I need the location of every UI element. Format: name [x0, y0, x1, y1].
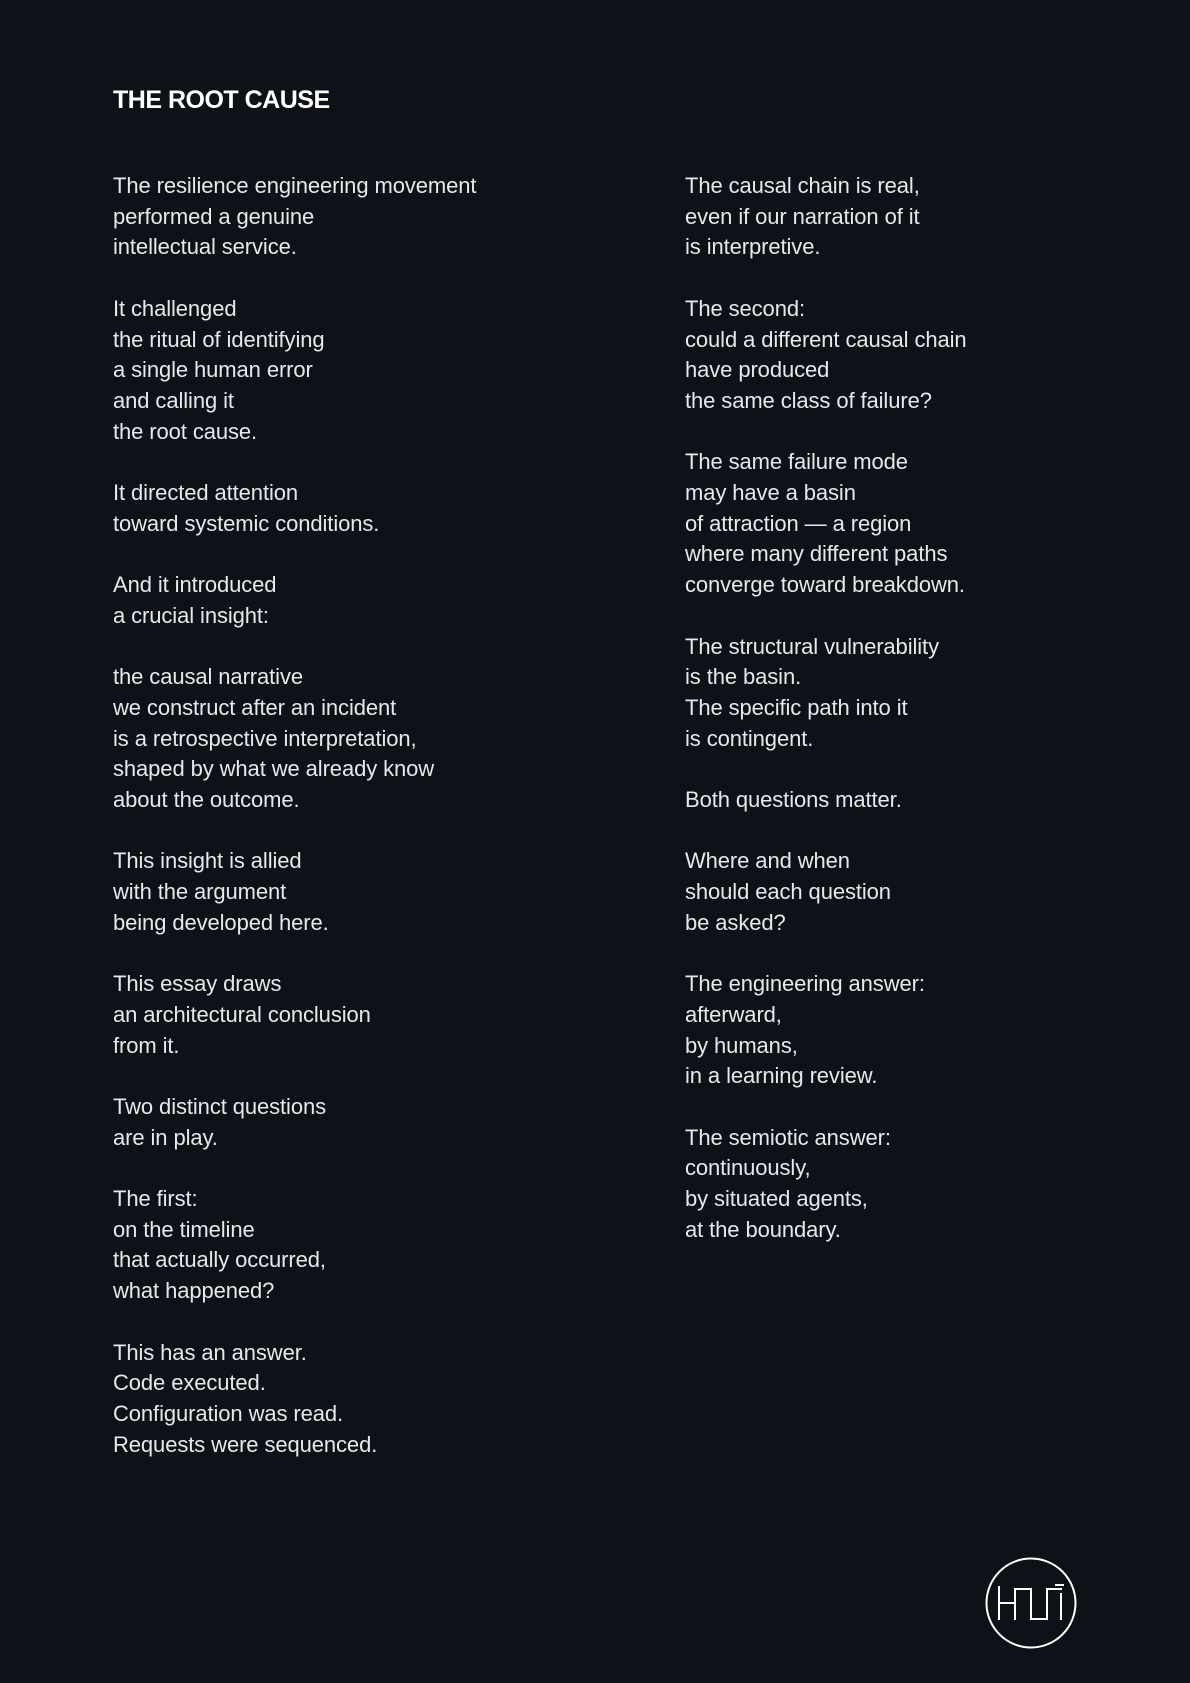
- stanza: [685, 632, 1155, 755]
- text-line: And it introduced: [113, 572, 277, 598]
- text-line: This essay draws: [113, 971, 282, 997]
- text-line: The second:: [685, 295, 805, 321]
- hui-monogram-logo-icon: [985, 1557, 1077, 1649]
- stanza: [685, 171, 1155, 263]
- stanza: [113, 570, 583, 631]
- text-line: The causal chain is real,: [685, 173, 920, 198]
- text-line: about the outcome.: [113, 787, 300, 812]
- stanza: [113, 1092, 583, 1153]
- text-line: continuously,: [685, 1155, 811, 1181]
- text-line: by situated agents,: [685, 1186, 868, 1212]
- stanza: [685, 846, 1155, 938]
- text-line: is the basin.: [685, 664, 802, 690]
- stanza: [685, 294, 1155, 417]
- text-line: The engineering answer:: [685, 971, 925, 997]
- text-line: Where and when: [685, 848, 850, 874]
- text-line: Code executed.: [113, 1370, 266, 1396]
- text-line: the ritual of identifying: [113, 326, 325, 352]
- stanza: [685, 1123, 1155, 1246]
- text-line: have produced: [685, 357, 830, 383]
- text-line: afterward,: [685, 1001, 782, 1027]
- text-line: that actually occurred,: [113, 1247, 326, 1273]
- text-line: at the boundary.: [685, 1216, 841, 1242]
- text-line: a crucial insight:: [113, 602, 269, 628]
- text-line: It challenged: [113, 295, 237, 321]
- text-line: Two distinct questions: [113, 1093, 327, 1119]
- text-line: may have a basin: [685, 480, 856, 505]
- text-line: are in play.: [113, 1124, 218, 1150]
- text-line: The resilience engineering movement: [113, 173, 477, 198]
- text-line: The structural vulnerability: [685, 633, 939, 659]
- right-column: [685, 171, 1155, 1276]
- stanza: [113, 1338, 583, 1461]
- text-line: is interpretive.: [685, 234, 821, 260]
- text-line: where many different paths: [685, 541, 948, 567]
- text-line: the root cause.: [113, 418, 258, 444]
- text-line: we construct after an incident: [113, 694, 397, 720]
- text-line: what happened?: [113, 1278, 275, 1304]
- text-line: The first:: [113, 1186, 198, 1212]
- page-title: THE ROOT CAUSE: [113, 86, 330, 114]
- text-line: a single human error: [113, 357, 313, 383]
- stanza: [113, 846, 583, 938]
- text-line: of attraction — a region: [685, 510, 912, 536]
- left-column: [113, 171, 583, 1491]
- text-line: The same failure mode: [685, 449, 908, 475]
- text-line: The semiotic answer:: [685, 1124, 891, 1150]
- text-line: is contingent.: [685, 725, 814, 751]
- stanza: [113, 969, 583, 1061]
- text-line: from it.: [113, 1032, 180, 1058]
- stanza: [113, 294, 583, 448]
- text-line: and calling it: [113, 387, 234, 413]
- text-line: The specific path into it: [685, 694, 908, 720]
- text-line: could a different causal chain: [685, 326, 967, 352]
- text-line: Configuration was read.: [113, 1400, 344, 1426]
- text-line: an architectural conclusion: [113, 1001, 371, 1027]
- stanza: [113, 171, 583, 263]
- text-line: This has an answer.: [113, 1339, 307, 1365]
- text-line: Requests were sequenced.: [113, 1431, 378, 1457]
- text-line: be asked?: [685, 909, 786, 935]
- text-line: being developed here.: [113, 909, 329, 935]
- text-line: toward systemic conditions.: [113, 510, 380, 536]
- text-line: should each question: [685, 879, 891, 905]
- text-line: by humans,: [685, 1032, 798, 1058]
- text-line: in a learning review.: [685, 1063, 878, 1089]
- text-line: This insight is allied: [113, 848, 302, 874]
- stanza: [685, 969, 1155, 1092]
- text-line: converge toward breakdown.: [685, 572, 965, 598]
- text-line: the causal narrative: [113, 664, 303, 690]
- text-line: intellectual service.: [113, 234, 297, 260]
- stanza: [685, 785, 1155, 816]
- text-line: the same class of failure?: [685, 387, 932, 413]
- stanza: [113, 662, 583, 816]
- text-line: is a retrospective interpretation,: [113, 725, 417, 751]
- text-line: It directed attention: [113, 480, 299, 505]
- stanza: [113, 478, 583, 539]
- text-line: shaped by what we already know: [113, 756, 435, 782]
- text-line: performed a genuine: [113, 203, 315, 229]
- text-line: on the timeline: [113, 1216, 255, 1242]
- text-line: Both questions matter.: [685, 787, 902, 812]
- text-line: even if our narration of it: [685, 203, 920, 229]
- stanza: [685, 447, 1155, 601]
- text-line: with the argument: [113, 879, 287, 905]
- stanza: [113, 1184, 583, 1307]
